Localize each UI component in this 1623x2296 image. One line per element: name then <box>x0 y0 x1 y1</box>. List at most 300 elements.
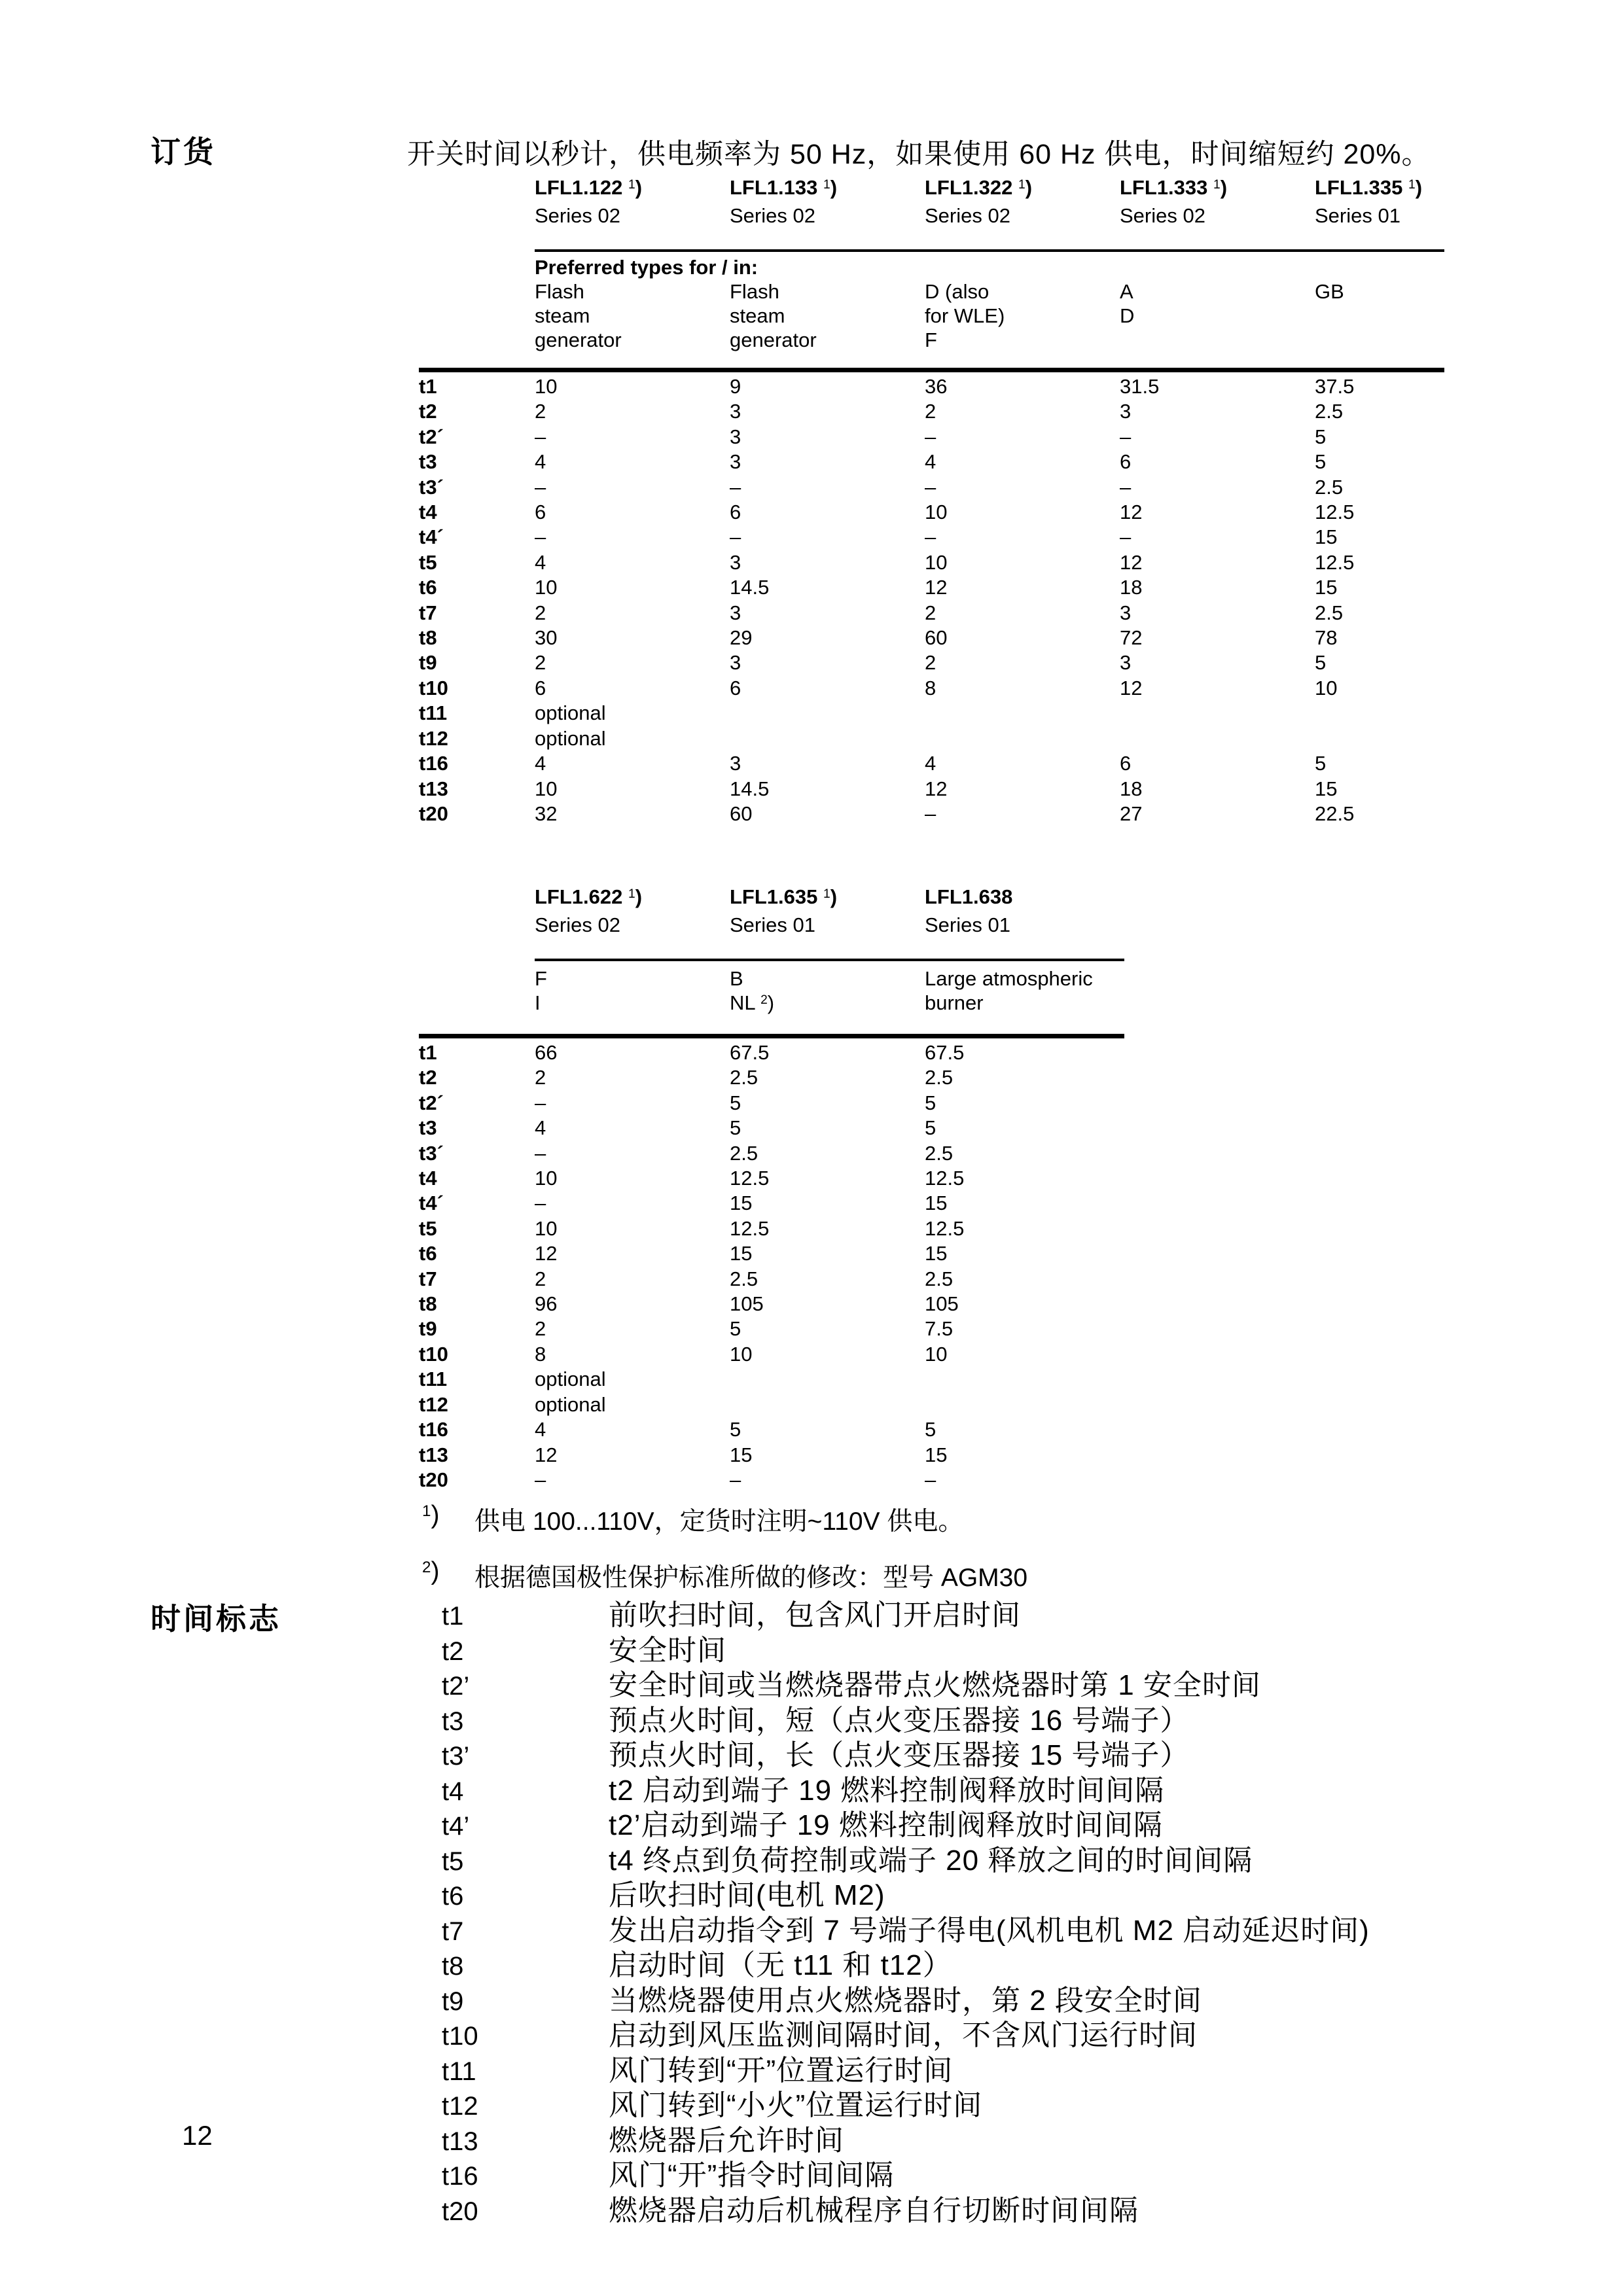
spacer-cell <box>419 279 535 304</box>
time-marker-label: t6 <box>442 1882 464 1911</box>
value-cell: 66 <box>535 1041 558 1064</box>
footnote-marker: $^1$) <box>422 1501 440 1529</box>
value-cell: 10 <box>1315 676 1338 699</box>
time-marker-description: 风门转到“小火”位置运行时间 <box>609 2089 983 2121</box>
value-cell: 2 <box>925 400 936 423</box>
value-cell: 30 <box>535 626 558 650</box>
timing-table-upper <box>419 175 1444 826</box>
table-row <box>419 374 1444 399</box>
time-marker-label: t2 <box>442 1636 464 1666</box>
row-label: t8 <box>419 626 437 650</box>
preferred-type-cell: for WLE) <box>925 304 1005 327</box>
value-cell: 12.5 <box>730 1167 770 1190</box>
value-cell: 2.5 <box>925 1141 954 1165</box>
time-marker-item <box>442 1801 1370 1841</box>
value-cell: 5 <box>1315 450 1327 474</box>
footnote-text: 供电 100...110V，定货时注明~110V 供电。 <box>474 1508 964 1536</box>
column-series-label: Series 01 <box>1315 204 1400 227</box>
value-cell: 10 <box>535 1216 558 1240</box>
value-cell: 27 <box>1120 802 1143 825</box>
value-cell: 10 <box>925 501 948 524</box>
value-cell <box>1315 726 1444 751</box>
table-row <box>419 1166 1124 1191</box>
value-cell: 60 <box>925 626 948 650</box>
column-model-header: LFL1.122 $^1$) <box>535 176 643 199</box>
row-label: t4´ <box>419 1192 444 1215</box>
value-cell: – <box>730 525 741 549</box>
value-cell: 15 <box>1315 576 1338 599</box>
row-label: t3 <box>419 450 437 474</box>
value-cell: 15 <box>925 1443 948 1466</box>
value-cell <box>925 1392 1124 1417</box>
value-cell: – <box>1120 475 1132 499</box>
time-marker-description: 安全时间或当燃烧器带点火燃烧器时第 1 安全时间 <box>609 1669 1261 1701</box>
value-cell: – <box>925 802 936 825</box>
time-marker-label: t16 <box>442 2162 478 2191</box>
time-marker-label: t4’ <box>442 1812 470 1841</box>
value-cell: optional <box>535 1368 606 1391</box>
table-row <box>419 802 1444 826</box>
time-marker-description: 启动到风压监测间隔时间，不含风门运行时间 <box>609 2019 1198 2051</box>
time-marker-description: 预点火时间，长（点火变压器接 15 号端子） <box>609 1739 1190 1771</box>
value-cell: 2.5 <box>730 1141 758 1165</box>
value-cell: – <box>535 425 546 448</box>
value-cell: 36 <box>925 375 948 398</box>
value-cell: 10 <box>535 1167 558 1190</box>
footnote-marker-sup: 2 <box>760 993 768 1008</box>
table-row <box>419 1141 1124 1166</box>
table-series-row <box>419 203 1444 228</box>
footnote-marker-sup: 1 <box>1018 178 1026 192</box>
value-cell: 2 <box>925 651 936 675</box>
time-marker-item <box>442 1731 1370 1771</box>
value-cell: 14.5 <box>730 576 770 599</box>
timing-table-lower <box>419 885 1124 1492</box>
preferred-type-cell: generator <box>535 328 622 351</box>
table-row <box>419 601 1444 626</box>
value-cell: 2 <box>535 1317 546 1341</box>
value-cell: optional <box>535 726 606 750</box>
row-label: t4 <box>419 501 437 524</box>
value-cell: 15 <box>730 1443 753 1466</box>
time-marker-description: 安全时间 <box>609 1634 726 1667</box>
preferred-types-heading: Preferred types for / in: <box>535 256 758 279</box>
value-cell: – <box>535 1468 546 1491</box>
value-cell <box>730 1367 925 1392</box>
time-marker-description: 后吹扫时间(电机 M2) <box>609 1879 885 1911</box>
value-cell: 15 <box>730 1192 753 1215</box>
spacer-cell <box>419 885 535 913</box>
table-row <box>419 450 1444 474</box>
header-divider-rule <box>535 249 1444 252</box>
preferred-type-cell: B <box>730 967 743 990</box>
time-marker-label: t2’ <box>442 1672 470 1701</box>
row-label: t10 <box>419 1342 448 1366</box>
preferred-type-cell <box>1120 328 1315 352</box>
preferred-types-row <box>419 991 1124 1018</box>
value-cell: 15 <box>1315 777 1338 800</box>
value-cell: 2 <box>925 601 936 624</box>
spacer-cell <box>419 304 535 328</box>
column-model-header: LFL1.635 $^1$) <box>730 885 838 908</box>
value-cell <box>1315 701 1444 726</box>
preferred-types-row <box>419 966 1124 991</box>
row-label: t5 <box>419 550 437 574</box>
value-cell: 2 <box>535 651 546 675</box>
row-label: t4 <box>419 1167 437 1190</box>
time-marker-label: t13 <box>442 2127 478 2156</box>
value-cell: optional <box>535 701 606 725</box>
value-cell: 67.5 <box>925 1041 965 1064</box>
value-cell <box>925 726 1120 751</box>
time-marker-description: 风门“开”指令时间间隔 <box>609 2159 895 2191</box>
table-row <box>419 1367 1124 1392</box>
table-body-top-rule <box>419 368 1444 372</box>
value-cell: 105 <box>925 1292 959 1316</box>
row-label: t3´ <box>419 475 444 499</box>
value-cell: 4 <box>535 1116 546 1140</box>
table-row <box>419 701 1444 726</box>
table-row <box>419 399 1444 424</box>
time-marker-description: 风门转到“开”位置运行时间 <box>609 2054 954 2087</box>
value-cell: 8 <box>535 1342 546 1366</box>
value-cell: 18 <box>1120 576 1143 599</box>
row-label: t7 <box>419 601 437 624</box>
table-row <box>419 1091 1124 1116</box>
value-cell: – <box>535 1091 546 1114</box>
value-cell: 105 <box>730 1292 764 1316</box>
value-cell: 4 <box>535 1418 546 1441</box>
value-cell: 5 <box>1315 752 1327 775</box>
time-marker-description: 预点火时间，短（点火变压器接 16 号端子） <box>609 1704 1190 1737</box>
value-cell: 10 <box>925 1342 948 1366</box>
time-marker-label: t1 <box>442 1602 464 1631</box>
value-cell: 96 <box>535 1292 558 1316</box>
preferred-type-cell: F <box>535 967 547 990</box>
table-row <box>419 1443 1124 1468</box>
value-cell: 9 <box>730 375 741 398</box>
value-cell: – <box>925 475 936 499</box>
value-cell: 15 <box>925 1192 948 1215</box>
footnote-marker-sup: 1 <box>1213 178 1221 192</box>
value-cell: 5 <box>1315 425 1327 448</box>
time-marker-label: t10 <box>442 2022 478 2051</box>
intro-paragraph: 开关时间以秒计，供电频率为 50 Hz，如果使用 60 Hz 供电，时间缩短约 20%。 <box>407 139 1431 170</box>
table-body <box>419 374 1444 826</box>
value-cell: 5 <box>925 1418 936 1441</box>
time-marker-description: 前吹扫时间，包含风门开启时间 <box>609 1599 1021 1631</box>
value-cell: 10 <box>535 375 558 398</box>
value-cell: 3 <box>730 425 741 448</box>
value-cell: 10 <box>535 576 558 599</box>
column-model-header: LFL1.638 <box>925 885 1013 908</box>
row-label: t1 <box>419 1041 437 1064</box>
value-cell: 2 <box>535 1267 546 1290</box>
value-cell: 2.5 <box>1315 601 1344 624</box>
row-label: t4´ <box>419 525 444 549</box>
value-cell: 5 <box>730 1091 741 1114</box>
value-cell: 32 <box>535 802 558 825</box>
value-cell: 5 <box>1315 651 1327 675</box>
value-cell: 2.5 <box>1315 475 1344 499</box>
value-cell <box>925 1367 1124 1392</box>
value-cell: 2.5 <box>925 1267 954 1290</box>
footnote-marker-sup: 1 <box>823 887 830 902</box>
preferred-type-cell: F <box>925 328 937 351</box>
row-label: t12 <box>419 1392 448 1416</box>
row-label: t8 <box>419 1292 437 1316</box>
preferred-type-cell: steam <box>535 304 590 327</box>
time-marker-item <box>442 2187 1370 2227</box>
value-cell: 12.5 <box>1315 550 1355 574</box>
table-row <box>419 475 1444 500</box>
value-cell: – <box>535 1141 546 1165</box>
table-body-top-rule <box>419 1034 1124 1038</box>
table-row <box>419 1191 1124 1216</box>
preferred-types-row <box>419 304 1444 328</box>
time-marker-label: t3 <box>442 1706 464 1736</box>
row-label: t2´ <box>419 425 444 448</box>
row-label: t3 <box>419 1116 437 1140</box>
time-marker-description: 启动时间（无 t11 和 t12） <box>609 1949 952 1981</box>
preferred-type-cell: GB <box>1315 280 1344 303</box>
value-cell: 78 <box>1315 626 1338 650</box>
row-label: t13 <box>419 1443 448 1466</box>
value-cell: 12 <box>925 777 948 800</box>
table-row <box>419 525 1444 550</box>
column-model-header: LFL1.322 $^1$) <box>925 176 1033 199</box>
row-label: t12 <box>419 726 448 750</box>
value-cell: 15 <box>730 1242 753 1265</box>
value-cell: – <box>535 525 546 549</box>
value-cell: – <box>730 475 741 499</box>
footnote-marker-sup: 1 <box>823 178 830 192</box>
column-model-header: LFL1.333 $^1$) <box>1120 176 1228 199</box>
footnote-line <box>422 1557 1027 1594</box>
table-row <box>419 1040 1124 1065</box>
value-cell: 5 <box>925 1116 936 1140</box>
preferred-type-cell: NL $^2$) <box>730 991 775 1014</box>
row-label: t13 <box>419 777 448 800</box>
value-cell: 3 <box>730 550 741 574</box>
spacer-cell <box>419 991 535 1018</box>
time-marker-label: t8 <box>442 1952 464 1981</box>
preferred-type-cell: Flash <box>535 280 584 303</box>
value-cell: 3 <box>730 752 741 775</box>
footnote-marker-sup: 1 <box>422 1502 431 1521</box>
value-cell: 6 <box>535 501 546 524</box>
value-cell: 5 <box>730 1418 741 1441</box>
table-row <box>419 500 1444 525</box>
value-cell: 2 <box>535 601 546 624</box>
value-cell <box>730 726 925 751</box>
time-marker-label: t3’ <box>442 1742 470 1771</box>
header-divider-rule <box>535 959 1124 961</box>
time-marker-item <box>442 1661 1370 1701</box>
value-cell: 12 <box>925 576 948 599</box>
footnote-marker-sup: 1 <box>628 178 635 192</box>
time-marker-item <box>442 1907 1370 1947</box>
column-model-header: LFL1.133 $^1$) <box>730 176 838 199</box>
table-row <box>419 777 1444 802</box>
row-label: t6 <box>419 1242 437 1265</box>
value-cell: – <box>1120 525 1132 549</box>
table-row <box>419 1392 1124 1417</box>
row-label: t5 <box>419 1216 437 1240</box>
value-cell: 15 <box>925 1242 948 1265</box>
value-cell: 67.5 <box>730 1041 770 1064</box>
value-cell: 72 <box>1120 626 1143 650</box>
preferred-type-cell: A <box>1120 280 1133 303</box>
column-series-label: Series 02 <box>1120 204 1205 227</box>
value-cell: 2.5 <box>1315 400 1344 423</box>
table-row <box>419 751 1444 776</box>
spacer-cell <box>419 328 535 352</box>
table-row <box>419 1267 1124 1292</box>
value-cell: 10 <box>925 550 948 574</box>
preferred-type-cell <box>1315 328 1444 352</box>
preferred-type-cell: I <box>535 991 541 1014</box>
time-marker-item <box>442 1591 1370 1631</box>
value-cell: 4 <box>535 550 546 574</box>
value-cell: 60 <box>730 802 753 825</box>
spacer-cell <box>419 175 535 203</box>
preferred-type-cell: D <box>1120 304 1135 327</box>
page-number: 12 <box>182 2120 213 2151</box>
time-marker-label: t7 <box>442 1916 464 1946</box>
footnote-line <box>422 1501 1027 1538</box>
row-label: t7 <box>419 1267 437 1290</box>
time-markers-section-label: 时间标志 <box>151 1602 281 1636</box>
value-cell: 29 <box>730 626 753 650</box>
time-marker-item <box>442 2011 1370 2051</box>
time-marker-label: t11 <box>442 2057 476 2086</box>
value-cell: 12.5 <box>925 1216 965 1240</box>
column-series-label: Series 01 <box>730 913 815 936</box>
row-label: t9 <box>419 651 437 675</box>
value-cell: 3 <box>1120 400 1132 423</box>
value-cell: 4 <box>925 450 936 474</box>
value-cell: 10 <box>535 777 558 800</box>
value-cell: 6 <box>535 676 546 699</box>
spacer-cell <box>419 966 535 991</box>
preferred-types-row <box>419 279 1444 304</box>
spacer-cell <box>419 203 535 228</box>
table-row <box>419 1116 1124 1140</box>
value-cell: 12.5 <box>730 1216 770 1240</box>
value-cell: – <box>535 475 546 499</box>
table-row <box>419 1417 1124 1442</box>
footnote-marker-sup: 1 <box>628 887 635 902</box>
value-cell <box>730 1392 925 1417</box>
time-marker-item <box>442 2151 1370 2191</box>
time-marker-description: 燃烧器后允许时间 <box>609 2124 844 2157</box>
preferred-type-cell: D (also <box>925 280 990 303</box>
preferred-types-row <box>419 328 1444 352</box>
value-cell: 8 <box>925 676 936 699</box>
table-row <box>419 1292 1124 1316</box>
time-marker-label: t4 <box>442 1776 464 1806</box>
table-row <box>419 676 1444 701</box>
row-label: t20 <box>419 1468 448 1491</box>
time-marker-description: 当燃烧器使用点火燃烧器时，第 2 段安全时间 <box>609 1984 1202 2017</box>
footnote-marker-sup: 2 <box>422 1559 431 1577</box>
table-row <box>419 575 1444 600</box>
value-cell: 4 <box>925 752 936 775</box>
table-model-row <box>419 885 1124 913</box>
time-marker-item <box>442 1767 1370 1807</box>
table-body <box>419 1040 1124 1492</box>
row-label: t16 <box>419 752 448 775</box>
time-marker-label: t5 <box>442 1846 464 1876</box>
table-row <box>419 1065 1124 1090</box>
value-cell: 6 <box>730 676 741 699</box>
value-cell: – <box>535 1192 546 1215</box>
preferred-type-cell: generator <box>730 328 817 351</box>
row-label: t11 <box>419 701 448 725</box>
value-cell: 18 <box>1120 777 1143 800</box>
value-cell: 3 <box>730 450 741 474</box>
value-cell: 31.5 <box>1120 375 1160 398</box>
value-cell: 3 <box>730 601 741 624</box>
value-cell: 15 <box>1315 525 1338 549</box>
time-marker-description: t2 启动到端子 19 燃料控制阀释放时间间隔 <box>609 1774 1165 1807</box>
time-marker-item <box>442 1977 1370 2017</box>
row-label: t11 <box>419 1368 448 1391</box>
value-cell: 2.5 <box>730 1066 758 1089</box>
value-cell <box>925 701 1120 726</box>
value-cell: – <box>925 425 936 448</box>
time-marker-item <box>442 1837 1370 1877</box>
value-cell: 3 <box>1120 601 1132 624</box>
table-row <box>419 1316 1124 1341</box>
value-cell: 10 <box>730 1342 753 1366</box>
table-row <box>419 1216 1124 1241</box>
value-cell: 37.5 <box>1315 375 1355 398</box>
value-cell: optional <box>535 1392 606 1416</box>
value-cell: 6 <box>1120 752 1132 775</box>
value-cell: 5 <box>925 1091 936 1114</box>
value-cell: 3 <box>1120 651 1132 675</box>
time-marker-label: t9 <box>442 1987 464 2016</box>
column-series-label: Series 02 <box>730 204 815 227</box>
table-model-row <box>419 175 1444 203</box>
value-cell: 2 <box>535 1066 546 1089</box>
table-row <box>419 550 1444 575</box>
value-cell: – <box>925 525 936 549</box>
ordering-section-label: 订货 <box>151 135 216 169</box>
value-cell: 5 <box>730 1317 741 1341</box>
column-series-label: Series 01 <box>925 913 1010 936</box>
value-cell: – <box>730 1468 741 1491</box>
column-model-header: LFL1.335 $^1$) <box>1315 176 1423 199</box>
table-row <box>419 1342 1124 1367</box>
value-cell: 4 <box>535 752 546 775</box>
row-label: t20 <box>419 802 448 825</box>
spacer-cell <box>419 913 535 938</box>
column-series-label: Series 02 <box>535 204 620 227</box>
row-label: t2 <box>419 1066 437 1089</box>
table-row <box>419 425 1444 450</box>
value-cell: 12 <box>1120 501 1143 524</box>
time-marker-description: t2’启动到端子 19 燃料控制阀释放时间间隔 <box>609 1809 1163 1841</box>
value-cell: 5 <box>730 1116 741 1140</box>
time-marker-item <box>442 2047 1370 2087</box>
value-cell: 22.5 <box>1315 802 1355 825</box>
value-cell <box>1120 701 1315 726</box>
footnote-marker-sup: 1 <box>1408 178 1416 192</box>
preferred-type-cell: steam <box>730 304 785 327</box>
